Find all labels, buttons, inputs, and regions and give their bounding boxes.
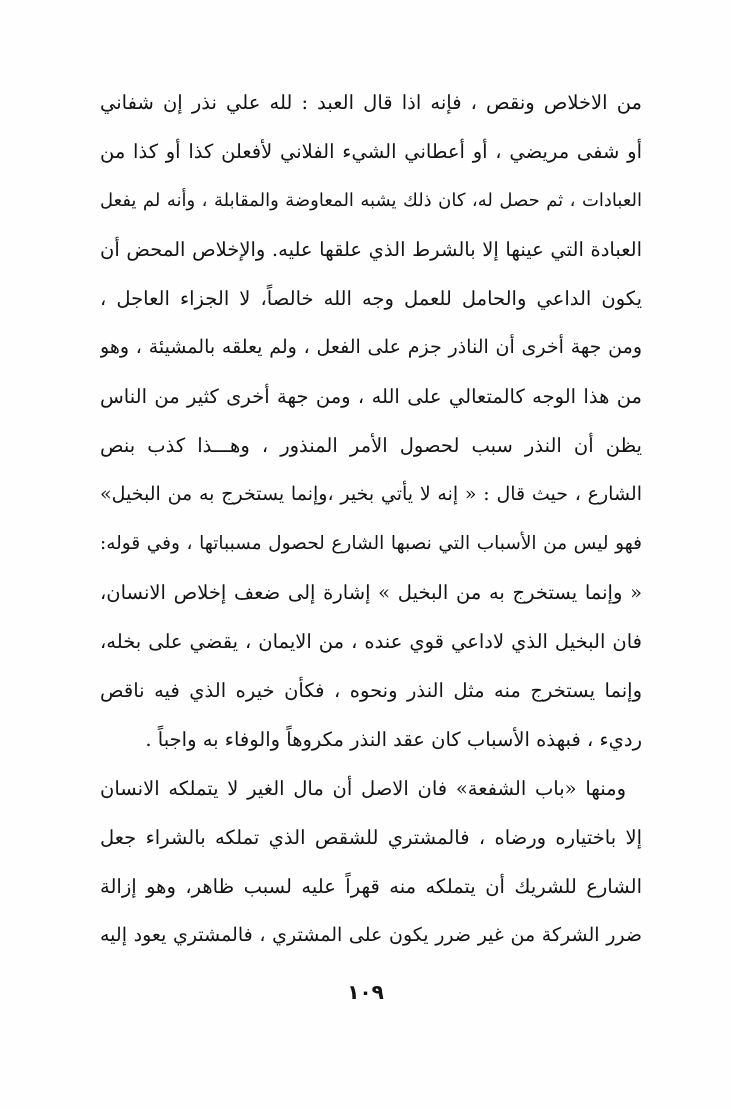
text-line: الشارع ، حيث قال : « إنه لا يأتي بخير ،وإنما يستخرج به من البخيل» <box>100 483 642 505</box>
text-line: وإنما يستخرج منه مثل النذر ونحوه ، فكأن خيره الذي فيه ناقص <box>100 679 642 702</box>
text-line: ضرر الشركة من غير ضرر يكون على المشتري ، فالمشتري يعود إليه <box>100 924 642 946</box>
page-number: ١٠٩ <box>347 980 384 1004</box>
text-line: الشارع للشريك أن يتملكه منه قهراً عليه لسبب ظاهر، وهو إزالة <box>100 875 642 898</box>
body-text <box>100 78 642 960</box>
paragraph-start-line: ومنها «باب الشفعة» فان الاصل أن مال الغير لا يتملكه الانسان <box>100 777 626 800</box>
text-line: فهو ليس من الأسباب التي نصبها الشارع لحصول مسبباتها ، وفي قوله: <box>100 533 642 554</box>
text-line: من هذا الوجه كالمتعالي على الله ، ومن جهة أخرى كثير من الناس <box>100 385 642 408</box>
text-line: إلا باختياره ورضاه ، فالمشتري للشقص الذي تملكه بالشراء جعل <box>100 826 642 849</box>
text-line: من الاخلاص ونقص ، فإنه اذا قال العبد : لله علي نذر إن شفاني <box>100 91 642 114</box>
text-line: العبادات ، ثم حصل له، كان ذلك يشبه المعاوضة والمقابلة ، وأنه لم يفعل <box>100 190 642 211</box>
text-line: ومن جهة أخرى أن الناذر جزم على الفعل ، ولم يعلقه بالمشيئة ، وهو <box>100 336 642 358</box>
text-line: فان البخيل الذي لاداعي قوي عنده ، من الايمان ، يقضي على بخله، <box>100 630 642 653</box>
text-line: « وإنما يستخرج به من البخيل » إشارة إلى ضعف إخلاص الانسان، <box>100 581 642 604</box>
text-line: أو شفى مريضي ، أو أعطاني الشيء الفلاني لأفعلن كذا أو كذا من <box>100 140 642 163</box>
text-line: يظن أن النذر سبب لحصول الأمر المنذور ، وهـــذا كذب بنص <box>100 434 642 457</box>
paragraph-end-line: رديء ، فبهذه الأسباب كان عقد النذر مكروهاً والوفاء به واجباً . <box>145 728 642 751</box>
text-line: يكون الداعي والحامل للعمل وجه الله خالصاً، لا الجزاء العاجل ، <box>100 287 642 310</box>
text-line: العبادة التي عينها إلا بالشرط الذي علقها عليه. والإخلاص المحض أن <box>100 238 642 261</box>
